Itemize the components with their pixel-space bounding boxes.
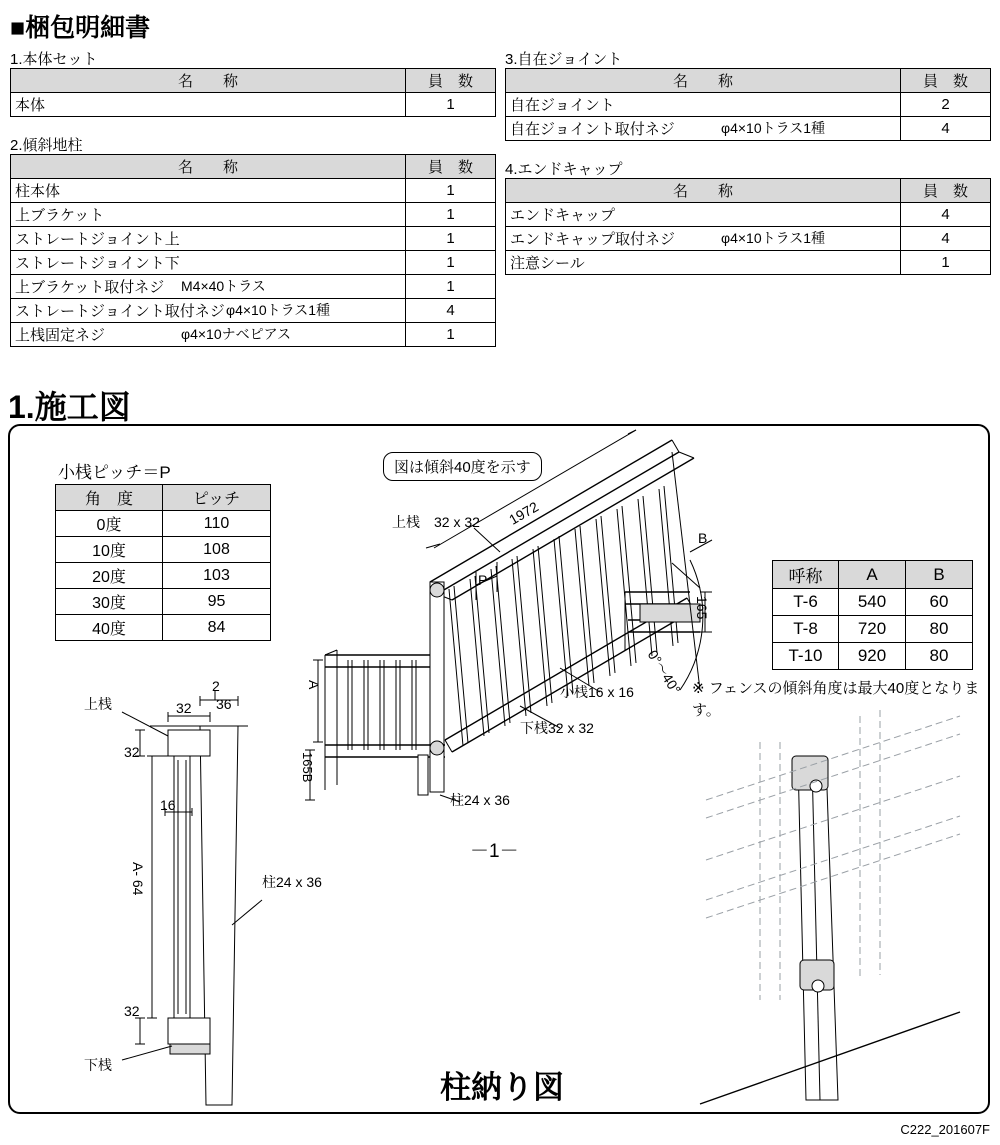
detail-dim-32a: 32 [176, 700, 192, 716]
section-caption-1: 1.本体セット [10, 51, 98, 68]
col-b: B [906, 561, 973, 589]
label-small-rail: 小桟16 x 16 [560, 684, 634, 700]
pitch-table-title: 小桟ピッチ＝P [58, 463, 171, 482]
col-angle: 角 度 [56, 485, 163, 511]
col-model: 呼称 [773, 561, 839, 589]
label-pitch-p: P [478, 572, 488, 588]
post-detail-title: 柱納り図 [440, 1070, 564, 1105]
detail-dim-32b: 32 [124, 744, 140, 760]
part-name: 上ブラケット取付ネジ [15, 279, 165, 296]
a-value: 540 [839, 589, 906, 616]
angle-value: 20度 [56, 563, 163, 589]
detail-dim-16: 16 [160, 797, 176, 813]
label-dim-165b: 165B [300, 752, 315, 783]
angle-value: 10度 [56, 537, 163, 563]
angle-value: 40度 [56, 615, 163, 641]
col-pitch: ピッチ [163, 485, 271, 511]
part-qty: 1 [406, 227, 496, 251]
b-value: 80 [906, 616, 973, 643]
section-title-construction: 1.施工図 [8, 389, 131, 425]
part-spec: φ4×10トラス1種 [721, 230, 825, 246]
label-dim-a: A [306, 680, 322, 690]
col-qty: 員 数 [901, 69, 991, 93]
pitch-value: 103 [163, 563, 271, 589]
angle-note: ※ フェンスの傾斜角度は最大40度となります。 [692, 680, 980, 719]
model-value: T-8 [773, 616, 839, 643]
part-name: 上ブラケット [15, 207, 105, 224]
col-qty: 員 数 [901, 179, 991, 203]
angle-value: 0度 [56, 511, 163, 537]
label-post-2436: 柱24 x 36 [450, 792, 510, 808]
part-spec: M4×40トラス [181, 278, 266, 294]
col-a: A [839, 561, 906, 589]
part-name: 自在ジョイント [510, 97, 615, 114]
part-spec: φ4×10ナベピアス [181, 326, 292, 342]
angle-value: 30度 [56, 589, 163, 615]
detail-dim-32c: 32 [124, 1003, 140, 1019]
part-qty: 1 [406, 179, 496, 203]
pitch-value: 110 [163, 511, 271, 537]
part-name: 本体 [11, 93, 406, 117]
part-name: 上桟固定ネジ [15, 327, 106, 344]
part-qty: 4 [901, 227, 991, 251]
detail-label-post: 柱24 x 36 [262, 874, 322, 890]
a-value: 920 [839, 643, 906, 670]
col-name: 名 称 [506, 179, 901, 203]
part-qty: 4 [901, 117, 991, 141]
a-value: 720 [839, 616, 906, 643]
part-name: 自在ジョイント取付ネジ [510, 121, 675, 138]
detail-label-bottom-rail: 下桟 [84, 1057, 112, 1073]
col-qty: 員 数 [406, 69, 496, 93]
col-qty: 員 数 [406, 155, 496, 179]
section-caption-3: 3.自在ジョイント [505, 51, 623, 68]
label-bottom-rail: 下桟32 x 32 [520, 720, 594, 736]
part-qty: 1 [406, 251, 496, 275]
part-name: 注意シール [510, 255, 585, 272]
detail-label-top-rail: 上桟 [84, 696, 112, 712]
label-top-rail: 上桟 32 x 32 [392, 514, 480, 530]
part-qty: 1 [406, 93, 496, 117]
col-name: 名 称 [11, 155, 406, 179]
detail-dim-36: 36 [216, 696, 232, 712]
detail-dim-a64: A- 64 [130, 862, 146, 896]
part-name: 柱本体 [15, 183, 61, 200]
part-name: ストレートジョイント下 [15, 255, 180, 272]
col-name: 名 称 [506, 69, 901, 93]
part-name: エンドキャップ [510, 207, 616, 224]
part-name: ストレートジョイント取付ネジ [15, 303, 225, 320]
pitch-value: 108 [163, 537, 271, 563]
part-spec: φ4×10トラス1種 [721, 120, 825, 136]
col-name: 名 称 [11, 69, 406, 93]
section-caption-2: 2.傾斜地柱 [10, 137, 83, 154]
model-value: T-10 [773, 643, 839, 670]
part-qty: 1 [406, 203, 496, 227]
detail-dim-2: 2 [212, 678, 220, 694]
part-qty: 4 [901, 203, 991, 227]
pitch-value: 84 [163, 615, 271, 641]
b-value: 60 [906, 589, 973, 616]
part-qty: 1 [406, 323, 496, 347]
part-qty: 2 [901, 93, 991, 117]
pitch-value: 95 [163, 589, 271, 615]
footer-code: C222_201607F [900, 1122, 990, 1137]
label-length-1972: 1972 [506, 498, 542, 528]
label-165-right: 165 [694, 596, 710, 620]
part-qty: 4 [406, 299, 496, 323]
model-value: T-6 [773, 589, 839, 616]
drawing-balloon-note: 図は傾斜40度を示す [383, 452, 542, 481]
page-title-packing: ■梱包明細書 [10, 14, 151, 42]
section-caption-4: 4.エンドキャップ [505, 161, 623, 178]
label-b-right: B [698, 530, 708, 546]
part-name: ストレートジョイント上 [15, 231, 180, 248]
b-value: 80 [906, 643, 973, 670]
part-qty: 1 [406, 275, 496, 299]
label-angle-range: 0°～40° [644, 647, 684, 697]
page-number: －1－ [470, 841, 519, 862]
part-qty: 1 [901, 251, 991, 275]
part-name: エンドキャップ取付ネジ [510, 231, 676, 248]
part-spec: φ4×10トラス1種 [226, 302, 330, 318]
